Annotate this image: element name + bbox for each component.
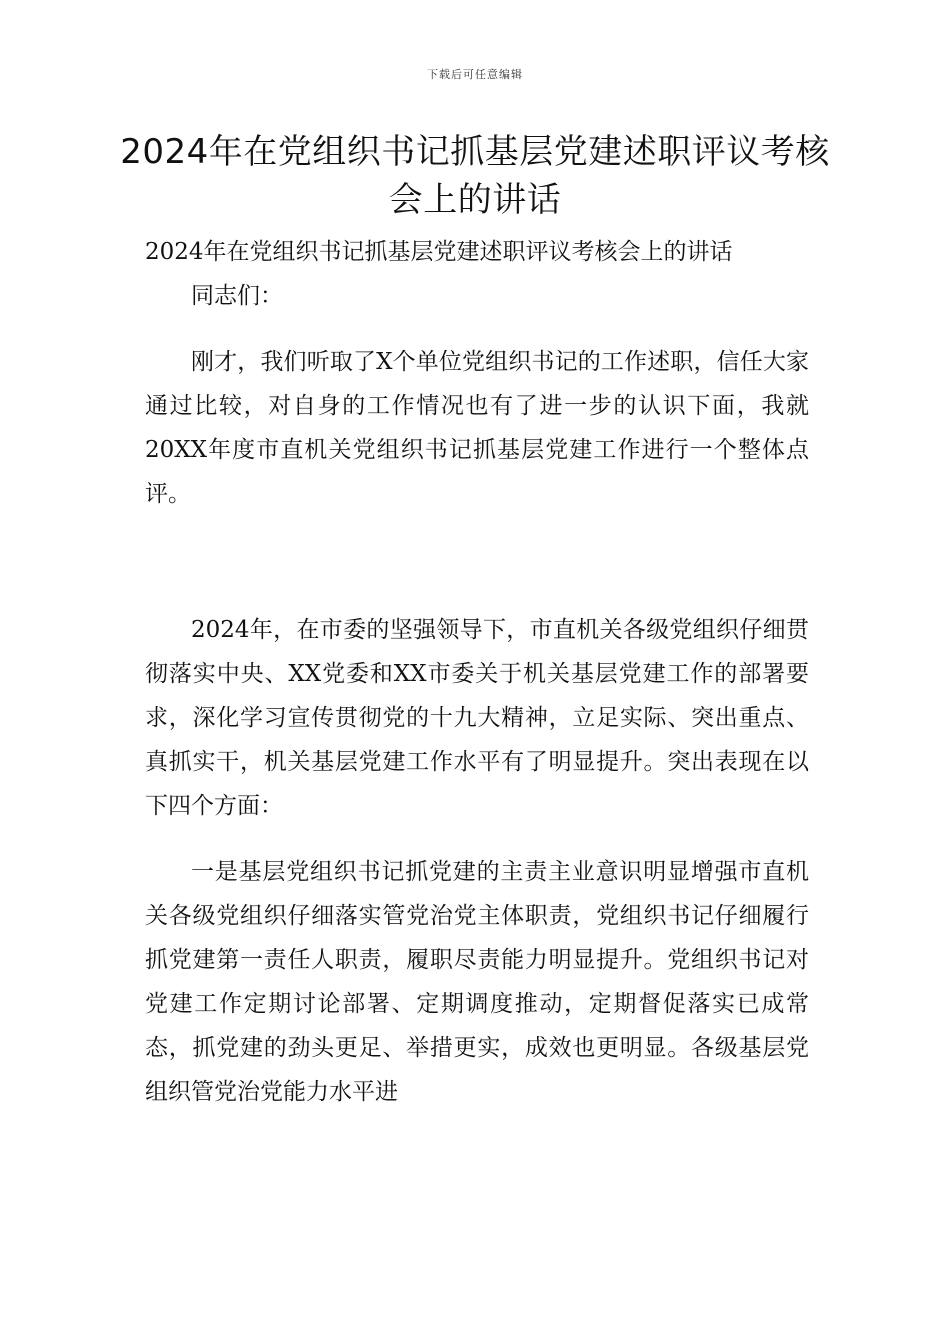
paragraph-1: 刚才，我们听取了X个单位党组织书记的工作述职，信任大家通过比较，对自身的工作情况也有了进一步的认识下面，我就20XX年度市直机关党组织书记抓基层党建工作进行一个整体点评。 (145, 349, 809, 507)
paragraph-3: 一是基层党组织书记抓党建的主责主业意识明显增强市直机关各级党组织仔细落实管党治党主体职责，党组织书记仔细履行抓党建第一责任人职责，履职尽责能力明显提升。党组织书记对党建工作定期讨论部署、定期调度推动，定期督促落实已成常态，抓党建的劲头更足、举措更实，成效也更明显。各级基层党组织管党治党能力水平进 (145, 859, 809, 1105)
header-note: 下载后可任意编辑 (427, 68, 523, 81)
document-body (145, 230, 809, 1114)
salutation: 同志们： (191, 283, 283, 309)
document-subtitle: 2024年在党组织书记抓基层党建述职评议考核会上的讲话 (145, 239, 733, 265)
document-title: 2024年在党组织书记抓基层党建述职评议考核会上的讲话 (120, 132, 830, 220)
paragraph-2: 2024年，在市委的坚强领导下，市直机关各级党组织仔细贯彻落实中央、XX党委和XX市委关于机关基层党建工作的部署要求，深化学习宣传贯彻党的十九大精神，立足实际、突出重点、真抓实干，机关基层党建工作水平有了明显提升。突出表现在以下四个方面： (145, 617, 809, 819)
